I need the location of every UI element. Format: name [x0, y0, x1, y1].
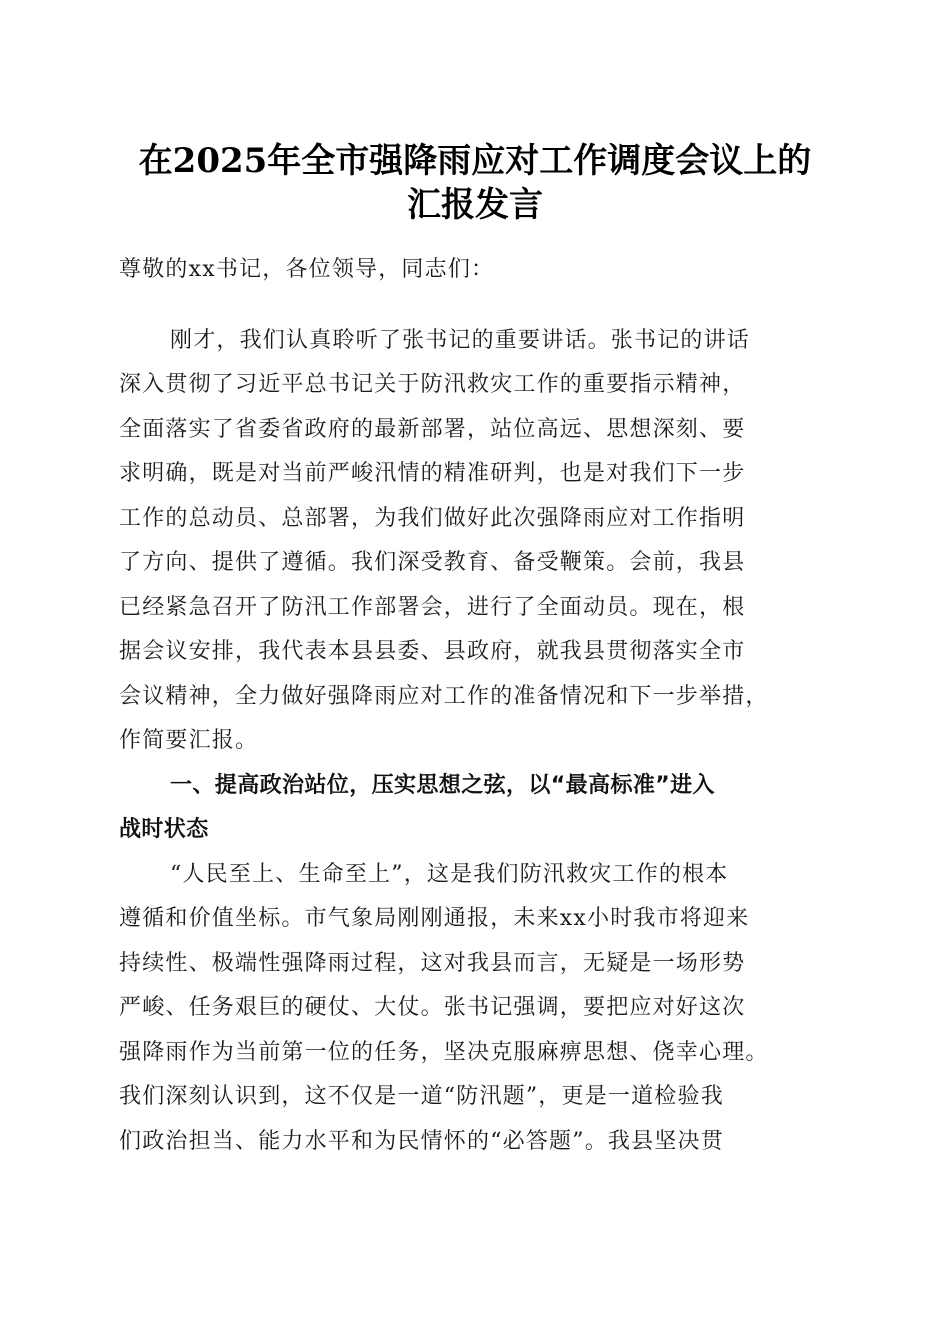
paragraph-1-line: 已经紧急召开了防汛工作部署会，进行了全面动员。现在，根	[119, 595, 746, 620]
paragraph-1-line: 了方向、提供了遵循。我们深受教育、备受鞭策。会前，我县	[119, 550, 746, 575]
paragraph-1-line: 会议精神，全力做好强降雨应对工作的准备情况和下一步举措，	[119, 684, 769, 709]
document-title-line-1: 在2025年全市强降雨应对工作调度会议上的	[138, 141, 812, 181]
paragraph-1-line: 深入贯彻了习近平总书记关于防汛救灾工作的重要指示精神，	[119, 372, 746, 397]
paragraph-1-line: 工作的总动员、总部署，为我们做好此次强降雨应对工作指明	[119, 506, 746, 531]
paragraph-2-line: 强降雨作为当前第一位的任务，坚决克服麻痹思想、侥幸心理。	[119, 1040, 769, 1065]
section-heading-1-line-1: 一、提高政治站位，压实思想之弦，以“最高标准”进入	[170, 773, 715, 798]
paragraph-2-line: 我们深刻认识到，这不仅是一道“防汛题”，更是一道检验我	[119, 1084, 724, 1109]
paragraph-2-line: 严峻、任务艰巨的硬仗、大仗。张书记强调，要把应对好这次	[119, 995, 746, 1020]
paragraph-1-line: 刚才，我们认真聆听了张书记的重要讲话。张书记的讲话	[170, 328, 751, 353]
paragraph-1-line: 据会议安排，我代表本县县委、县政府，就我县贯彻落实全市	[119, 639, 746, 664]
paragraph-2-line: 持续性、极端性强降雨过程，这对我县而言，无疑是一场形势	[119, 951, 746, 976]
section-heading-1-line-2: 战时状态	[119, 817, 209, 842]
paragraph-1-line: 求明确，既是对当前严峻汛情的精准研判，也是对我们下一步	[119, 461, 746, 486]
paragraph-1-line: 全面落实了省委省政府的最新部署，站位高远、思想深刻、要	[119, 417, 746, 442]
paragraph-2-line: “人民至上、生命至上”，这是我们防汛救灾工作的根本	[170, 862, 729, 887]
paragraph-2-line: 们政治担当、能力水平和为民情怀的“必答题”。我县坚决贯	[119, 1129, 724, 1154]
paragraph-1-line: 作简要汇报。	[119, 728, 259, 753]
salutation: 尊敬的xx书记，各位领导，同志们：	[119, 257, 495, 282]
document-title-line-2: 汇报发言	[407, 185, 543, 225]
paragraph-2-line: 遵循和价值坐标。市气象局刚刚通报，未来xx小时我市将迎来	[119, 906, 750, 931]
